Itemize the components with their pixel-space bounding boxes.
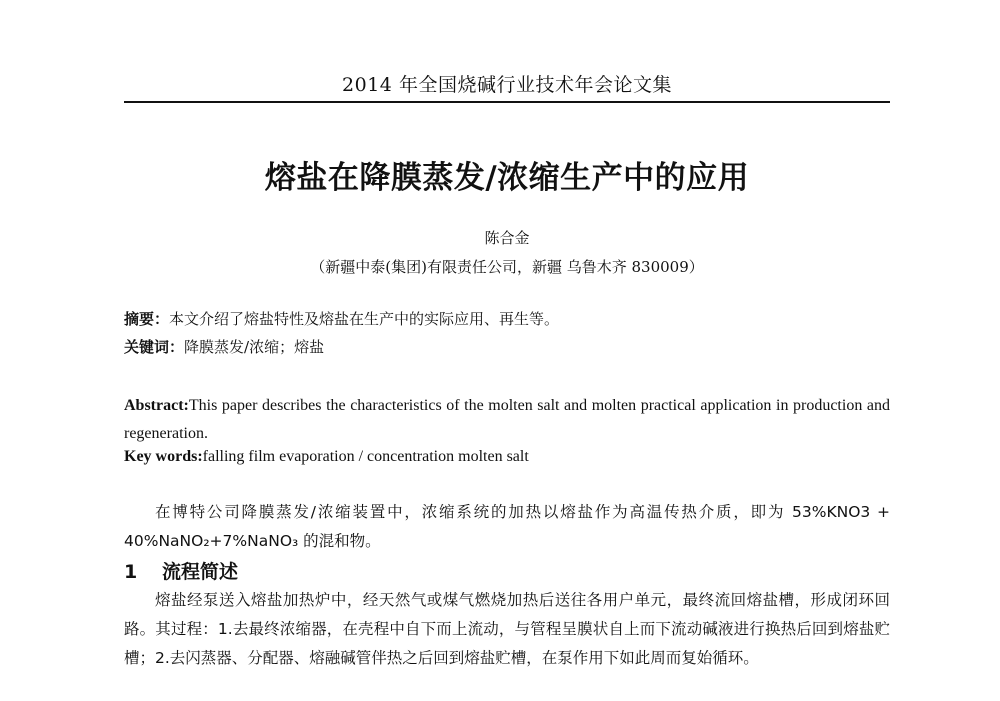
paper-title: 熔盐在降膜蒸发/浓缩生产中的应用 <box>264 160 750 196</box>
intro-paragraph: 在博特公司降膜蒸发/浓缩装置中，浓缩系统的加热以熔盐作为高温传热介质，即为 53%KNO3 + 40%NaNO₂+7%NaNO₃ 的混和物。 <box>124 503 890 550</box>
abstract-en-text: This paper describes the characteristics of the molten salt and molten practical application in production and regeneration. <box>124 397 890 442</box>
abstract-cn-text: 本文介绍了熔盐特性及熔盐在生产中的实际应用、再生等。 <box>169 310 560 328</box>
keywords-en <box>124 446 890 468</box>
keywords-en-label: Key words: <box>124 448 203 465</box>
keywords-cn-text: 降膜蒸发/浓缩；熔盐 <box>184 338 325 356</box>
section-paragraph: 熔盐经泵送入熔盐加热炉中，经天然气或煤气燃烧加热后送往各用户单元，最终流回熔盐槽，形成闭环回路。其过程：1.去最终浓缩器，在壳程中自下而上流动，与管程呈膜状自上而下流动碱液进行换热后回到熔盐贮槽；2.去闪蒸器、分配器、熔融碱管伴热之后回到熔盐贮槽，在泵作用下如此周而复始循环。 <box>124 591 890 667</box>
keywords-cn-label: 关键词： <box>124 338 185 356</box>
abstract-en-label: Abstract: <box>124 397 189 414</box>
abstract-en <box>124 392 890 448</box>
abstract-cn-label: 摘要： <box>124 310 170 328</box>
keywords-cn <box>124 337 890 357</box>
keywords-en-text: falling film evaporation / concentration molten salt <box>202 448 529 465</box>
affiliation: （新疆中泰(集团)有限责任公司，新疆 乌鲁木齐 830009） <box>310 258 704 276</box>
author: 陈合金 <box>484 229 530 247</box>
section-number: 1 <box>124 561 138 583</box>
header-rule <box>124 101 890 103</box>
section-title: 流程简述 <box>162 561 239 583</box>
section-heading <box>124 557 890 584</box>
running-header: 2014 年全国烧碱行业技术年会论文集 <box>342 74 672 96</box>
abstract-cn <box>124 309 890 329</box>
